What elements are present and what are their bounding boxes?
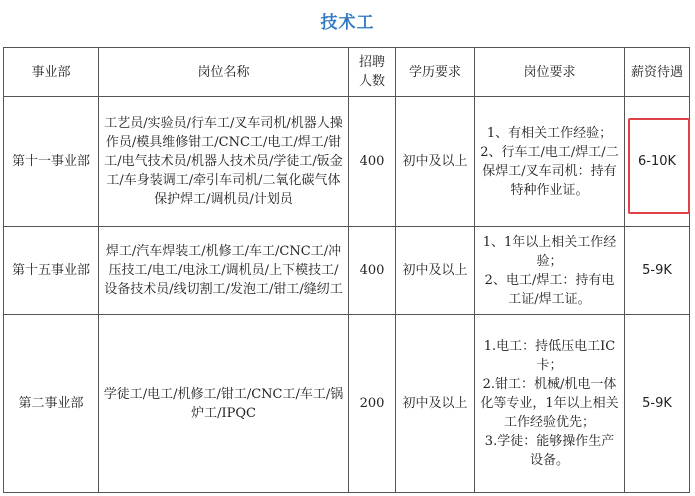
requirements-cell bbox=[475, 97, 625, 227]
header-salary: 薪资待遇 bbox=[625, 48, 690, 97]
requirement-line: 1.电工：持低压电工IC卡； bbox=[483, 339, 616, 373]
table-header-row bbox=[4, 48, 690, 97]
education-cell: 初中及以上 bbox=[396, 227, 475, 315]
positions-cell: 工艺员/实验员/行车工/叉车司机/机器人操作员/模具维修钳工/CNC工/电工/焊工/钳工/电气技术员/机器人技术员/学徒工/钣金工/车身装调工/牵引车司机/二氧化碳气体保护焊工/调机员/计划员 bbox=[99, 97, 349, 227]
salary-cell: 5-9K bbox=[625, 315, 690, 493]
count-cell: 400 bbox=[349, 227, 396, 315]
salary-cell: 5-9K bbox=[625, 227, 690, 315]
table-row bbox=[4, 97, 690, 227]
education-cell: 初中及以上 bbox=[396, 97, 475, 227]
count-cell: 200 bbox=[349, 315, 396, 493]
header-positions: 岗位名称 bbox=[99, 48, 349, 97]
requirement-line: 2、行车工/电工/焊工/二保焊工/叉车司机：持有特种作业证。 bbox=[480, 144, 619, 198]
recruitment-table bbox=[3, 47, 690, 493]
salary-cell: 6-10K bbox=[625, 97, 690, 227]
requirements-cell bbox=[475, 315, 625, 493]
division-cell: 第十五事业部 bbox=[4, 227, 99, 315]
table-row bbox=[4, 315, 690, 493]
positions-cell: 焊工/汽车焊装工/机修工/车工/CNC工/冲压技工/电工/电泳工/调机员/上下模技工/设备技术员/线切割工/发泡工/钳工/缝纫工 bbox=[99, 227, 349, 315]
header-count: 招聘人数 bbox=[349, 48, 396, 97]
requirements-cell bbox=[475, 227, 625, 315]
requirement-line: 3.学徒：能够操作生产设备。 bbox=[484, 434, 615, 468]
requirement-line: 2.钳工：机械/机电一体化等专业，1年以上相关工作经验优先； bbox=[480, 377, 619, 430]
requirement-line: 2、电工/焊工：持有电工证/焊工证。 bbox=[484, 272, 615, 307]
page-title: 技术工 bbox=[320, 13, 375, 33]
header-requirements: 岗位要求 bbox=[475, 48, 625, 97]
header-division: 事业部 bbox=[4, 48, 99, 97]
table-row bbox=[4, 227, 690, 315]
division-cell: 第十一事业部 bbox=[4, 97, 99, 227]
positions-cell: 学徒工/电工/机修工/钳工/CNC工/车工/锅炉工/IPQC bbox=[99, 315, 349, 493]
count-cell: 400 bbox=[349, 97, 396, 227]
header-education: 学历要求 bbox=[396, 48, 475, 97]
requirement-line: 1、有相关工作经验； bbox=[486, 125, 613, 141]
division-cell: 第二事业部 bbox=[4, 315, 99, 493]
education-cell: 初中及以上 bbox=[396, 315, 475, 493]
requirement-line: 1、1年以上相关工作经验； bbox=[482, 234, 617, 269]
